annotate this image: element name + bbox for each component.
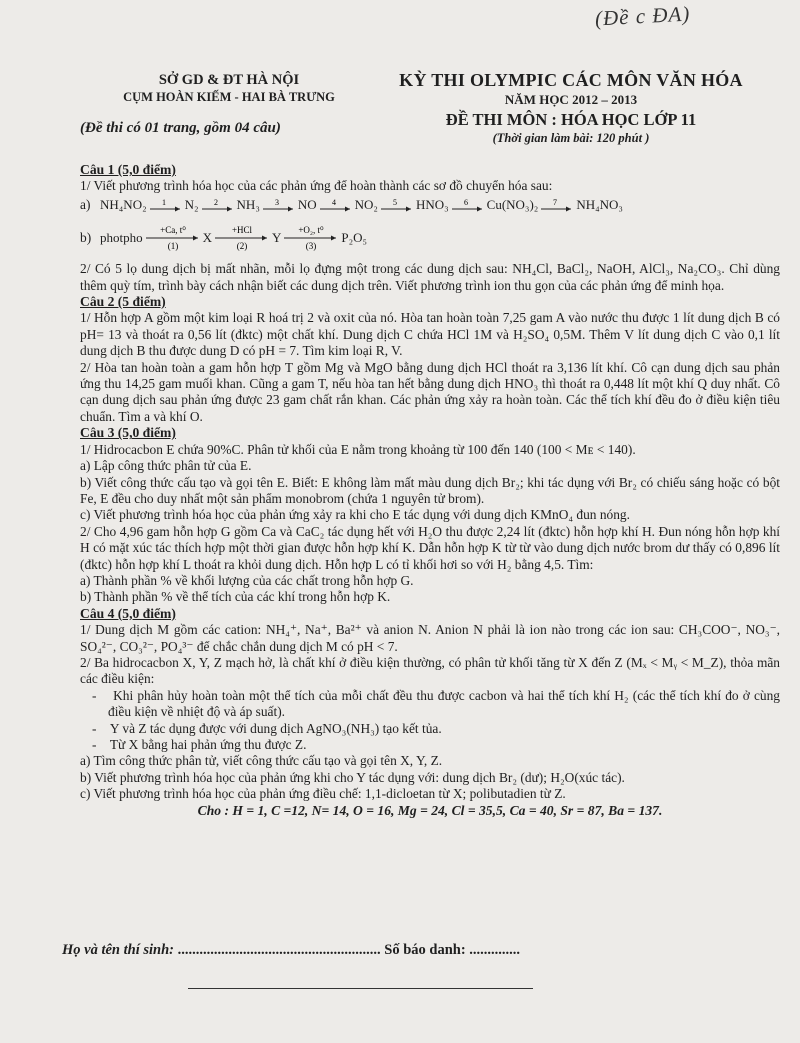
chain-b-label: b) xyxy=(80,230,92,246)
q3-part2: 2/ Cho 4,96 gam hỗn hợp G gồm Ca và CaC₂ tác dụng hết với H₂O thu được 2,24 lít (đktc) hỗn hợp khí H. Đun nóng hỗn hợp khí H có mặt xúc tác thích hợp một thời gian được hỗn hợp khí K. Dẫn hỗn hợp K từ từ vào dung dịch nước brom dư thấy có 0,896 lít (đktc) hỗn hợp khí L thoát ra khỏi dung dịch. Hỗn hợp L có tỉ khối hơi so với H₂ bằng 4,5. Tìm: xyxy=(80,523,780,572)
arrow-b2-bottom: (2) xyxy=(236,241,248,252)
q2-part2: 2/ Hòa tan hoàn toàn a gam hỗn hợp T gồm Mg và MgO bằng dung dịch HCl thoát ra 3,136 lít khí. Cô cạn dung dịch sau phản ứng thu 14,25 gam muối khan. Cũng a gam T, nếu hòa tan hết bằng dung dịch HNO₃ thì thoát ra 0,448 lít một khí Q duy nhất. Cô cạn dung dịch sau phản ứng được 23 gam chất rắn khan. Các phản ứng xảy ra hoàn toàn. Các thể tích khí đều đo ở điều kiện tiêu chuẩn. Tìm a và khí O. xyxy=(80,359,780,424)
atomic-masses: Cho : H = 1, C =12, N= 14, O = 16, Mg = 24, Cl = 35,5, Ca = 40, Sr = 87, Ba = 137. xyxy=(197,802,663,818)
chain-a-species: NO₂ xyxy=(354,196,378,212)
arrow-a7-num: 7 xyxy=(553,198,558,208)
exam-subject: ĐỀ THI MÔN : HÓA HỌC LỚP 11 xyxy=(445,110,697,129)
school-year: NĂM HỌC 2012 – 2013 xyxy=(504,92,638,107)
chain-a-species: N₂ xyxy=(184,196,199,212)
arrow-a3-num: 3 xyxy=(274,198,279,208)
q2-heading: Câu 2 (5 điểm) xyxy=(80,294,166,310)
q4-bullet-text: Từ X bằng hai phản ứng thu được Z. xyxy=(109,737,307,752)
q4-part2: 2/ Ba hidrocacbon X, Y, Z mạch hở, là chất khí ở điều kiện thường, có phân tử khối tăng từ X đến Z (Mₓ < Mᵧ < M_Z), thỏa mãn các điều kiện: xyxy=(80,654,780,687)
q1-part1: 1/ Viết phương trình hóa học của các phản ứng để hoàn thành các sơ đồ chuyển hóa sau: xyxy=(80,178,553,194)
q4-part2-b: b) Viết phương trình hóa học của phản ứng khi cho Y tác dụng với: dung dịch Br₂ (dư); H₂O(xúc tác). xyxy=(80,769,625,785)
arrow-a4 xyxy=(319,197,353,213)
arrow-a3 xyxy=(262,197,296,213)
q4-bullet-text: Y và Z tác dụng được với dung dịch AgNO₃(NH₃) tạo kết tủa. xyxy=(109,720,442,736)
arrow-b3-top: +O₂, t⁰ xyxy=(298,225,325,236)
q4-bullet-text: Khi phân hủy hoàn toàn một thể tích của mỗi chất đều thu được cacbon và hai thể tích khí H₂ (các thể tích khí đo ở cùng điều kiện về nhiệt độ và áp suất). xyxy=(108,687,780,720)
arrow-a6-num: 6 xyxy=(463,198,468,208)
chain-a-species: NO xyxy=(297,196,317,212)
arrow-b1 xyxy=(145,225,201,251)
signature-line xyxy=(188,988,533,989)
header-left xyxy=(118,72,340,105)
q1-heading: Câu 1 (5,0 điểm) xyxy=(80,162,176,177)
arrow-a2 xyxy=(201,197,235,213)
arrow-a2-num: 2 xyxy=(213,198,218,208)
arrow-a4-num: 4 xyxy=(331,198,336,208)
candidate-number-label: Số báo danh: xyxy=(384,942,466,958)
arrow-a1 xyxy=(149,197,183,213)
q4-part2-a: a) Tìm công thức phân tử, viết công thức cấu tạo và gọi tên X, Y, Z. xyxy=(80,753,443,769)
q3-part1-c: c) Viết phương trình hóa học của phản ứng xảy ra khi cho E tác dụng với dung dịch KMnO₄ đun nóng. xyxy=(80,507,630,523)
q4-bullet: - Khi phân hủy hoàn toàn một thể tích của mỗi chất đều thu được cacbon và hai thể tích khí H₂ (các thể tích khí đo ở cùng điều kiện về nhiệt độ và áp suất). xyxy=(92,687,780,720)
exam-time: (Thời gian làm bài: 120 phút ) xyxy=(492,131,650,145)
chain-a-species: HNO₃ xyxy=(415,196,449,212)
chain-a-species: NH₄NO₂ xyxy=(100,196,147,212)
arrow-b1-bottom: (1) xyxy=(167,241,178,252)
candidate-footer xyxy=(62,942,782,959)
handwritten-note: (Đề c ĐA) xyxy=(594,1,691,31)
q4-part2-c: c) Viết phương trình hóa học của phản ứng điều chế: 1,1-dicloetan từ X; polibutadien từ Z. xyxy=(80,786,566,802)
candidate-number-dots: .............. xyxy=(469,942,521,958)
candidate-name-dots: ........................................................ xyxy=(177,942,381,958)
chain-a-species: NH₃ xyxy=(236,196,260,212)
arrow-b3 xyxy=(283,225,339,251)
chain-b-species: Y xyxy=(272,230,282,246)
arrow-a7 xyxy=(540,197,574,213)
chain-b-species: P₂O₅ xyxy=(341,230,368,246)
q3-part2-b: b) Thành phần % về thể tích của các khí trong hỗn hợp K. xyxy=(80,589,391,605)
header-right xyxy=(372,70,770,146)
q4-part1: 1/ Dung dịch M gồm các cation: NH₄⁺, Na⁺, Ba²⁺ và anion N. Anion N phải là ion nào trong các ion sau: CH₃COO⁻, NO₃⁻, SO₄²⁻, CO₃²⁻, PO₄³⁻ để chắc chắn dung dịch M có pH < 7. xyxy=(80,622,780,654)
chain-b-species: X xyxy=(202,230,213,246)
arrow-b1-top: +Ca, t⁰ xyxy=(159,225,186,236)
arrow-b2-top: +HCl xyxy=(231,225,253,236)
chain-b-species: photpho xyxy=(100,230,143,246)
arrow-a5-num: 5 xyxy=(392,198,397,208)
cluster-name: CỤM HOÀN KIẾM - HAI BÀ TRƯNG xyxy=(123,90,335,104)
q4-bullet: - Y và Z tác dụng được với dung dịch AgNO₃(NH₃) tạo kết tủa. xyxy=(92,720,442,736)
q3-part2-a: a) Thành phần % về khối lượng của các chất trong hỗn hợp G. xyxy=(80,572,414,588)
q3-part1: 1/ Hidrocacbon E chứa 90%C. Phân tử khối của E nằm trong khoảng từ 100 đến 140 (100 < Mᴇ < 140). xyxy=(80,441,636,457)
q4-bullet: - Từ X bằng hai phản ứng thu được Z. xyxy=(92,737,307,752)
arrow-a1-num: 1 xyxy=(161,198,166,208)
chain-a-label: a) xyxy=(80,196,91,212)
exam-note: (Đề thi có 01 trang, gồm 04 câu) xyxy=(80,120,281,136)
candidate-name-label: Họ và tên thí sinh: xyxy=(62,942,174,958)
q3-heading: Câu 3 (5,0 điểm) xyxy=(80,425,176,441)
exam-title: KỲ THI OLYMPIC CÁC MÔN VĂN HÓA xyxy=(399,70,743,90)
chain-a-species: Cu(NO₃)₂ xyxy=(486,196,539,212)
q4-heading: Câu 4 (5,0 điểm) xyxy=(80,605,176,621)
arrow-a6 xyxy=(451,197,485,213)
arrow-b2 xyxy=(214,225,270,251)
q3-part1-a: a) Lập công thức phân tử của E. xyxy=(80,458,252,474)
reaction-chain-a xyxy=(80,197,780,213)
arrow-b3-bottom: (3) xyxy=(306,241,317,252)
reaction-chain-b xyxy=(80,225,780,251)
q1-part2: 2/ Có 5 lọ dung dịch bị mất nhãn, mỗi lọ đựng một trong các dung dịch sau: NH₄Cl, BaCl₂, NaOH, AlCl₃, Na₂CO₃. Chỉ dùng thêm quỳ tím, trình bày cách nhận biết các dung dịch trên. Viết phương trình ion thu gọn của các phản ứng để minh họa. xyxy=(80,261,780,293)
q2-part1: 1/ Hỗn hợp A gồm một kim loại R hoá trị 2 và oxit của nó. Hòa tan hoàn toàn 7,25 gam A vào nước thu được 1 lít dung dịch B có pH= 13 và thoát ra 0,56 lít (đktc) một chất khí. Dung dịch C chứa HCl 1M và H₂SO₄ 0,5M. Thêm V lít dung dịch C vào 0,1 lít dung dịch B thu được dung D có pH = 7. Tìm kim loại R, V. xyxy=(80,310,780,359)
q3-part1-b: b) Viết công thức cấu tạo và gọi tên E. Biết: E không làm mất màu dung dịch Br₂; khi tác dụng với Br₂ có chiếu sáng hoặc có bột Fe, E đều cho duy nhất một sản phẩm monobrom (chứa 1 nguyên tử brom). xyxy=(80,474,780,506)
chain-a-species: NH₄NO₃ xyxy=(576,196,623,212)
arrow-a5 xyxy=(380,197,414,213)
dept-name: SỞ GD & ĐT HÀ NỘI xyxy=(158,72,300,88)
exam-content xyxy=(80,162,780,819)
